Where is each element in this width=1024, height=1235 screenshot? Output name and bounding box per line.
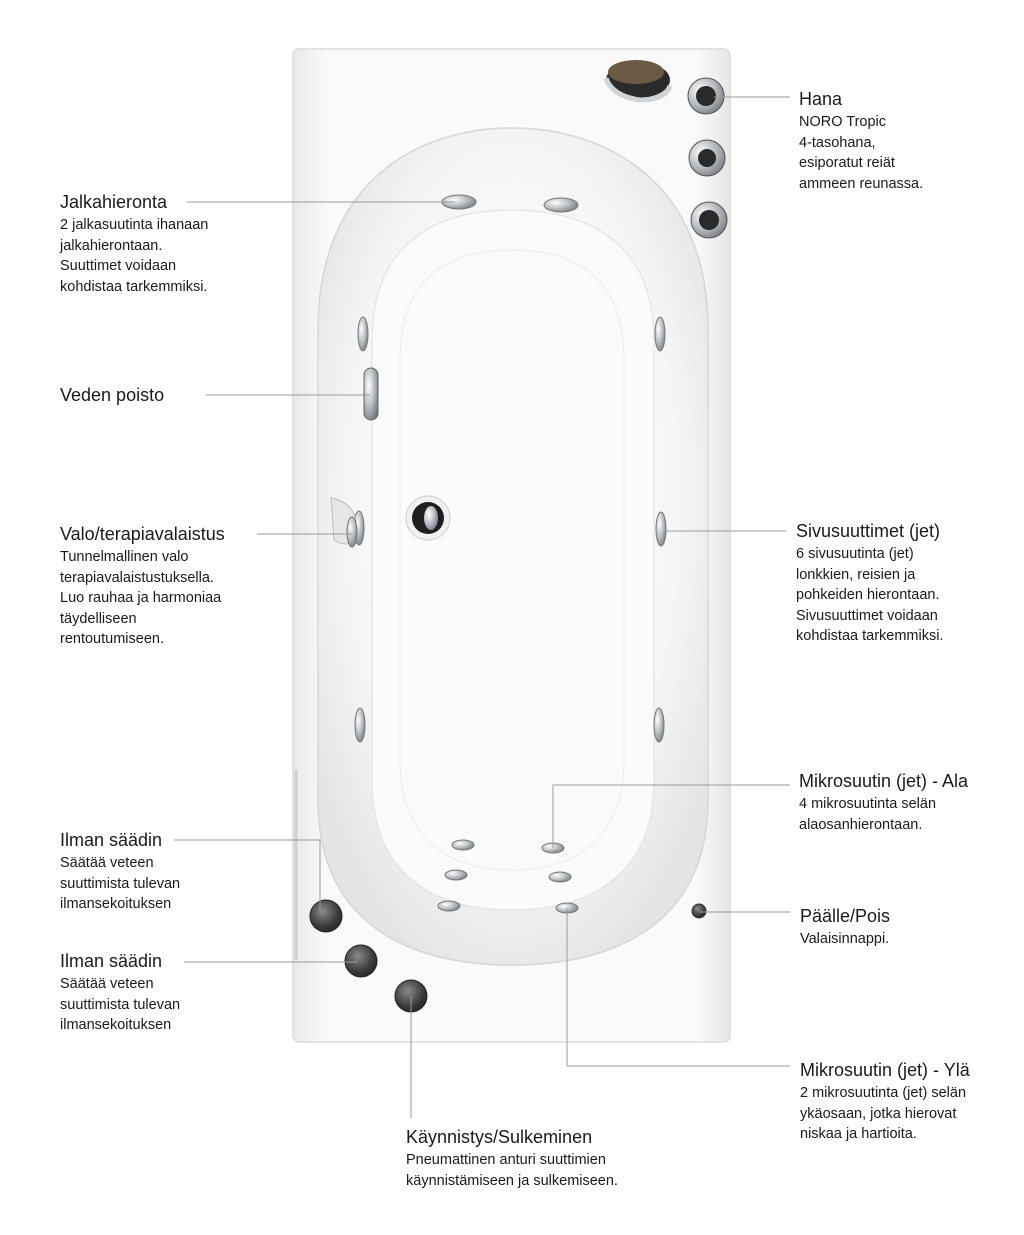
callout-description: Valaisinnappi. [800, 931, 890, 947]
callout-title: Hana [799, 89, 843, 109]
callout-jalkahieronta [60, 191, 208, 297]
callout-title: Sivusuuttimet (jet) [796, 521, 941, 541]
light-switch-button[interactable] [692, 904, 706, 918]
drain [406, 496, 450, 540]
micro-jet-icon [549, 872, 571, 882]
callout-valo [60, 523, 225, 650]
foot-jet-icon [544, 198, 578, 212]
callout-veden-poisto [60, 384, 164, 406]
callout-title: Käynnistys/Sulkeminen [406, 1127, 593, 1147]
callout-description: Pneumattinen anturi suuttimien käynnistämiseen ja sulkemiseen. [406, 1152, 618, 1189]
callout-description: 6 sivusuutinta (jet) lonkkien, reisien ja pohkeiden hierontaan. Sivusuuttimet voidaan kohdistaa tarkemmiksi. [796, 546, 944, 644]
side-jet-icon [654, 708, 664, 742]
callout-description: Tunnelmallinen valo terapiavalaistustuksella. Luo rauhaa ja harmoniaa täydelliseen rentoutumiseen. [60, 549, 222, 647]
air-regulator-1[interactable] [310, 900, 342, 932]
micro-jet-icon [438, 901, 460, 911]
callout-title: Mikrosuutin (jet) - Ylä [800, 1060, 970, 1080]
light-switch-icon [692, 904, 706, 918]
callout-hana [799, 88, 923, 194]
callout-sivusuuttimet [796, 520, 943, 647]
air-regulator-knob-icon [345, 945, 377, 977]
bathtub [293, 49, 730, 1042]
micro-jet-icon [452, 840, 474, 850]
callout-description: 2 mikrosuutinta (jet) selän ykäosaan, jotka hierovat niskaa ja hartioita. [800, 1085, 967, 1142]
faucet-mixer[interactable] [689, 140, 725, 176]
air-regulator-knob-icon [310, 900, 342, 932]
air-regulator-2[interactable] [345, 945, 377, 977]
callout-description: NORO Tropic 4-tasohana, esiporatut reiät ammeen reunassa. [799, 114, 924, 192]
callout-title: Ilman säädin [60, 951, 163, 971]
callout-title: Veden poisto [60, 385, 165, 405]
callout-description: 4 mikrosuutinta selän alaosanhierontaan. [799, 796, 937, 833]
callout-title: Jalkahieronta [60, 192, 168, 212]
callout-ilman-saadin-2 [60, 950, 180, 1036]
callout-ilman-saadin-1 [60, 829, 180, 915]
faucet-diverter[interactable] [691, 202, 727, 238]
callout-title: Valo/terapiavalaistus [60, 524, 225, 544]
callout-title: Mikrosuutin (jet) - Ala [799, 771, 969, 791]
tub-basin-floor [372, 210, 654, 910]
callout-paalle-pois [800, 905, 890, 950]
callout-description: Säätää veteen suuttimista tulevan ilmansekoituksen [60, 976, 181, 1033]
side-jet-icon [655, 317, 665, 351]
side-jet-icon [358, 317, 368, 351]
side-jet-icon [355, 708, 365, 742]
faucet-handle[interactable] [688, 78, 724, 114]
callout-title: Päälle/Pois [800, 906, 891, 926]
callout-description: 2 jalkasuutinta ihanaan jalkahierontaan. Suuttimet voidaan kohdistaa tarkemmiksi. [60, 217, 209, 295]
micro-jet-icon [445, 870, 467, 880]
callout-mikro-ala [799, 770, 968, 835]
callout-title: Ilman säädin [60, 830, 163, 850]
callout-kaynnistys [406, 1126, 618, 1191]
callout-mikro-yla [800, 1059, 970, 1145]
overflow-drain-icon[interactable] [364, 368, 378, 420]
side-jet-icon [656, 512, 666, 546]
callout-description: Säätää veteen suuttimista tulevan ilmansekoituksen [60, 855, 181, 912]
